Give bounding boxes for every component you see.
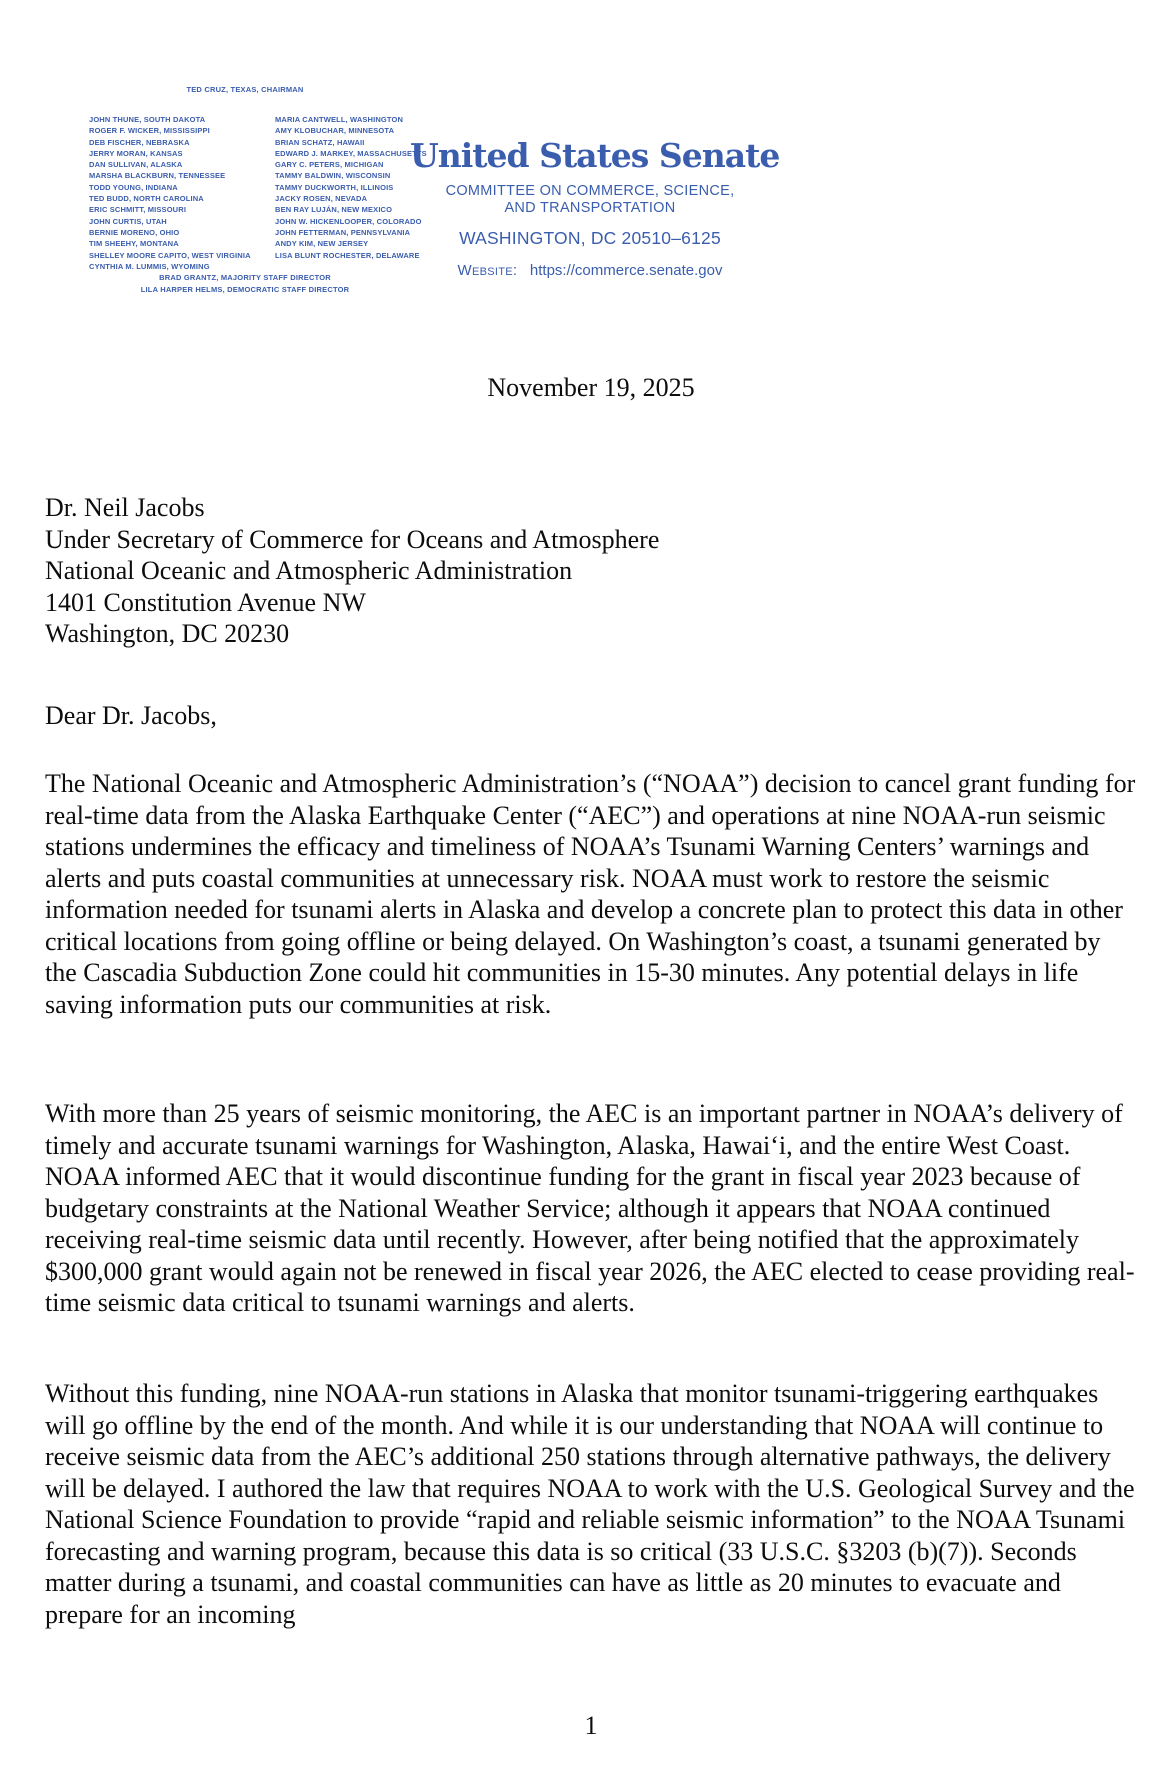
committee-member: ERIC SCHMITT, MISSOURI (89, 205, 187, 215)
committee-member: MARSHA BLACKBURN, TENNESSEE (89, 171, 226, 181)
committee-member: JOHN CURTIS, UTAH (89, 216, 167, 226)
website-url-link[interactable]: https://commerce.senate.gov (529, 262, 723, 279)
committee-member: BERNIE MORENO, OHIO (89, 227, 180, 237)
senate-letterhead-block (410, 136, 780, 279)
body-paragraph-1: The National Oceanic and Atmospheric Administration’s (“NOAA”) decision to cancel grant funding for real-time data from the Alaska Earthquake Center (“AEC”) and operations at nine NOAA-run seismic stations undermines the efficacy and timeliness of NOAA’s Tsunami Warning Centers’ warnings and alerts and puts coastal communities at unnecessary risk. NOAA must work to restore the seismic information needed for tsunami alerts in Alaska and develop a concrete plan to protect this data in other critical locations from going offline or being delayed. On Washington’s coast, a tsunami generated by the Cascadia Subduction Zone could hit communities in 15-30 minutes. Any potential delays in life saving information puts our communities at risk. (45, 769, 1136, 1019)
committee-member: TAMMY BALDWIN, WISCONSIN (275, 171, 391, 181)
committee-member: TIM SHEEHY, MONTANA (89, 239, 179, 249)
committee-member: TODD YOUNG, INDIANA (89, 182, 178, 192)
recipient-street: 1401 Constitution Avenue NW (45, 587, 366, 617)
committee-member: JOHN FETTERMAN, PENNSYLVANIA (275, 227, 411, 237)
committee-member: LISA BLUNT ROCHESTER, DELAWARE (275, 250, 420, 260)
website-line (410, 262, 770, 279)
salutation: Dear Dr. Jacobs, (45, 701, 217, 730)
recipient-title: Under Secretary of Commerce for Oceans and Atmosphere (45, 524, 660, 554)
committee-name-line2: AND TRANSPORTATION (504, 200, 676, 216)
committee-name (410, 183, 770, 217)
united-states-senate-wordmark: United States Senate (410, 136, 780, 175)
website-label: Website: (457, 262, 518, 279)
committee-member: EDWARD J. MARKEY, MASSACHUSETTS (275, 148, 427, 158)
committee-member: JOHN THUNE, SOUTH DAKOTA (89, 115, 206, 124)
recipient-name: Dr. Neil Jacobs (45, 493, 205, 522)
committee-member: BRIAN SCHATZ, HAWAII (275, 137, 365, 147)
majority-staff-director: BRAD GRANTZ, MAJORITY STAFF DIRECTOR (159, 273, 331, 282)
committee-member: JERRY MORAN, KANSAS (89, 148, 183, 158)
committee-member: ANDY KIM, NEW JERSEY (275, 239, 369, 249)
chairman-line: TED CRUZ, TEXAS, CHAIRMAN (186, 85, 304, 94)
committee-name-line1: COMMITTEE ON COMMERCE, SCIENCE, (445, 183, 735, 199)
staff-directors (45, 272, 445, 295)
majority-members-column (89, 114, 275, 272)
committee-member: TAMMY DUCKWORTH, ILLINOIS (275, 182, 394, 192)
recipient-city: Washington, DC 20230 (45, 619, 290, 648)
committee-member: DEB FISCHER, NEBRASKA (89, 137, 190, 147)
committee-member: JOHN W. HICKENLOOPER, COLORADO (275, 216, 422, 226)
committee-member: MARIA CANTWELL, WASHINGTON (275, 115, 404, 124)
letter-date: November 19, 2025 (487, 373, 695, 402)
committee-member: JACKY ROSEN, NEVADA (275, 194, 368, 204)
page-number: 1 (584, 1711, 598, 1740)
body-paragraph-3: Without this funding, nine NOAA-run stations in Alaska that monitor tsunami-triggering earthquakes will go offline by the end of the month. And while it is our understanding that NOAA will continue to receive seismic data from the AEC’s additional 250 stations through alternative pathways, the delivery will be delayed. I authored the law that requires NOAA to work with the U.S. Geological Survey and the National Science Foundation to provide “rapid and reliable seismic information” to the NOAA Tsunami forecasting and warning program, because this data is so critical (33 U.S.C. §3203 (b)(7)). Seconds matter during a tsunami, and coastal communities can have as little as 20 minutes to evacuate and prepare for an incoming (45, 1379, 1135, 1629)
recipient-address-block (45, 492, 659, 650)
committee-member: BEN RAY LUJÁN, NEW MEXICO (275, 205, 393, 215)
committee-member: ROGER F. WICKER, MISSISSIPPI (89, 126, 210, 136)
committee-member: DAN SULLIVAN, ALASKA (89, 160, 183, 170)
recipient-agency: National Oceanic and Atmospheric Administration (45, 556, 573, 585)
committee-member: CYNTHIA M. LUMMIS, WYOMING (89, 261, 210, 271)
democratic-staff-director: LILA HARPER HELMS, DEMOCRATIC STAFF DIRECTOR (140, 284, 350, 294)
committee-address: WASHINGTON, DC 20510–6125 (459, 228, 721, 248)
committee-member: SHELLEY MOORE CAPITO, WEST VIRGINIA (89, 250, 251, 260)
committee-member: AMY KLOBUCHAR, MINNESOTA (275, 126, 395, 136)
body-paragraph-2: With more than 25 years of seismic monitoring, the AEC is an important partner in NOAA’s delivery of timely and accurate tsunami warnings for Washington, Alaska, Hawaiʻi, and the entire West Coast. NOAA informed AEC that it would discontinue funding for the grant in fiscal year 2023 because of budgetary constraints at the National Weather Service; although it appears that NOAA continued receiving real-time seismic data until recently. However, after being notified that the approximately $300,000 grant would again not be renewed in fiscal year 2026, the AEC elected to cease providing real-time seismic data critical to tsunami warnings and alerts. (45, 1099, 1135, 1317)
committee-member: TED BUDD, NORTH CAROLINA (89, 194, 204, 204)
committee-member: GARY C. PETERS, MICHIGAN (275, 160, 384, 170)
